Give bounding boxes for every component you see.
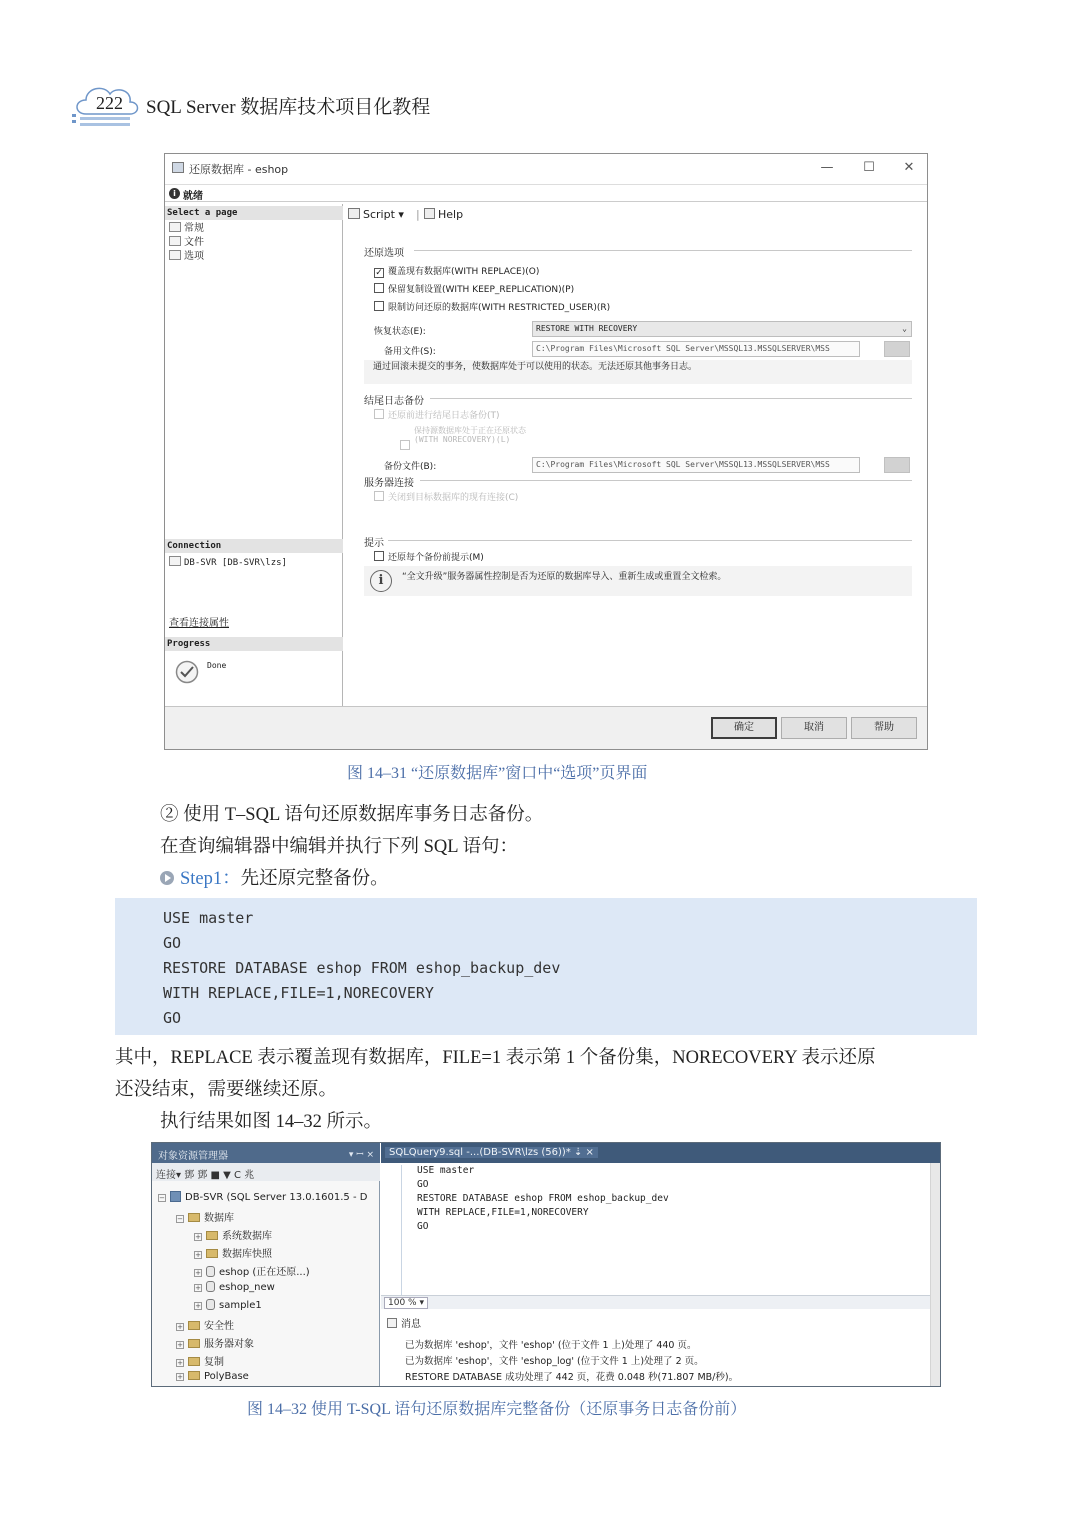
query-tab[interactable]: SQLQuery9.sql -...(DB-SVR\lzs (56))* ⇣ × xyxy=(385,1147,598,1158)
help-icon xyxy=(424,208,435,219)
prompt-before-restore-checkbox[interactable]: 还原每个备份前提示(M) xyxy=(374,550,484,563)
query-editor xyxy=(381,1143,941,1387)
options-pane xyxy=(344,204,928,706)
script-icon xyxy=(348,208,360,219)
tree-node-server-objects[interactable]: + 服务器对象 xyxy=(177,1339,254,1350)
page-icon xyxy=(169,250,181,260)
figure-14-32-caption: 图 14–32 使用 T-SQL 语句还原数据库完整备份（还原事务日志备份前） xyxy=(247,1401,747,1418)
checkbox-icon xyxy=(374,301,384,311)
connection-header: Connection xyxy=(165,539,343,553)
figure-14-31-caption: 图 14–31 “还原数据库”窗口中“选项”页界面 xyxy=(347,765,648,782)
database-icon xyxy=(206,1281,215,1292)
query-line[interactable]: USE master xyxy=(417,1165,475,1176)
view-connection-properties-link[interactable]: 查看连接属性 xyxy=(169,618,229,629)
paragraph-explanation-line2: 还没结束，需要继续还原。 xyxy=(115,1080,338,1100)
dialog-titlebar xyxy=(165,154,927,182)
restore-database-dialog xyxy=(164,153,928,750)
query-line[interactable]: GO xyxy=(417,1221,429,1232)
checkbox-icon xyxy=(374,551,384,561)
message-line: 已为数据库 'eshop'，文件 'eshop_log' (位于文件 1 上)处理了 2 页。 xyxy=(405,1356,704,1367)
sql-code-block xyxy=(115,898,977,1035)
close-connections-checkbox[interactable]: 关闭到目标数据库的现有连接(C) xyxy=(374,490,518,503)
backup-file-input[interactable]: C:\Program Files\Microsoft SQL Server\MSSQL13.MSSQLSERVER\MSS xyxy=(532,457,860,473)
message-line: RESTORE DATABASE 成功处理了 442 页，花费 0.048 秒(71.807 MB/秒)。 xyxy=(405,1372,739,1383)
restore-options-label: 还原选项 xyxy=(364,248,404,259)
database-icon xyxy=(206,1266,215,1277)
group-divider xyxy=(414,250,912,251)
collapse-icon[interactable]: − xyxy=(159,1194,165,1202)
dialog-button-bar xyxy=(165,706,927,750)
ssms-screenshot xyxy=(151,1142,941,1387)
query-line[interactable]: WITH REPLACE,FILE=1,NORECOVERY xyxy=(417,1207,589,1218)
group-divider xyxy=(388,540,912,541)
script-button[interactable]: Script ▾ xyxy=(348,208,404,221)
group-divider xyxy=(420,480,912,481)
step1-text: 先还原完整备份。 xyxy=(240,869,389,889)
step1-line xyxy=(160,864,389,890)
step1-label: Step1： xyxy=(180,869,241,889)
info-icon: i xyxy=(169,188,180,199)
message-line: 已为数据库 'eshop'，文件 'eshop' (位于文件 1 上)处理了 440 页。 xyxy=(405,1340,697,1351)
expand-icon[interactable]: + xyxy=(195,1269,201,1277)
code-line: GO xyxy=(163,1009,182,1027)
standby-browse-button[interactable] xyxy=(884,341,910,357)
paragraph-explanation-line1: 其中，REPLACE 表示覆盖现有数据库，FILE=1 表示第 1 个备份集，NORECOVERY 表示还原 xyxy=(115,1048,876,1068)
folder-icon xyxy=(188,1321,200,1330)
folder-icon xyxy=(188,1213,200,1222)
status-text: 就绪 xyxy=(183,191,203,202)
tree-node-polybase[interactable]: + PolyBase xyxy=(177,1371,249,1382)
expand-icon[interactable]: + xyxy=(195,1233,201,1241)
cancel-button[interactable]: 取消 xyxy=(781,717,847,739)
query-tab-strip xyxy=(381,1143,941,1163)
tail-log-label: 结尾日志备份 xyxy=(364,396,424,407)
page-number: 222 xyxy=(96,93,123,113)
server-connection-label: 服务器连接 xyxy=(364,478,414,489)
object-explorer xyxy=(152,1143,380,1387)
dialog-toolbar xyxy=(344,204,928,226)
folder-icon xyxy=(188,1371,200,1380)
tree-node-databases[interactable]: − 数据库 xyxy=(177,1213,234,1224)
status-bar xyxy=(165,184,927,202)
object-explorer-toolbar[interactable]: 连接▾ 鄧 鄧 ■ ▼ C 兆 xyxy=(152,1163,380,1181)
zoom-select[interactable]: 100 % ▾ xyxy=(384,1297,428,1309)
keep-replication-checkbox[interactable]: 保留复制设置(WITH KEEP_REPLICATION)(P) xyxy=(374,282,574,295)
checkbox-icon xyxy=(400,440,410,450)
query-line[interactable]: RESTORE DATABASE eshop FROM eshop_backup_dev xyxy=(417,1193,669,1204)
folder-icon xyxy=(188,1357,200,1366)
paragraph-result: 执行结果如图 14–32 所示。 xyxy=(160,1112,383,1132)
connection-value: DB-SVR [DB-SVR\lzs] xyxy=(169,556,287,570)
tree-node-replication[interactable]: + 复制 xyxy=(177,1357,224,1368)
folder-icon xyxy=(188,1339,200,1348)
tree-node-snapshots[interactable]: + 数据库快照 xyxy=(195,1249,272,1260)
database-restore-icon xyxy=(172,162,184,173)
help-dialog-button[interactable]: 帮助 xyxy=(851,717,917,739)
tree-node-eshop-new[interactable]: + eshop_new xyxy=(195,1282,275,1293)
close-button[interactable]: ✕ xyxy=(903,160,915,175)
tree-node-eshop[interactable]: + eshop (正在还原...) xyxy=(195,1267,310,1278)
book-title: SQL Server 数据库技术项目化教程 xyxy=(146,97,431,118)
tree-node-security[interactable]: + 安全性 xyxy=(177,1321,234,1332)
query-line[interactable]: GO xyxy=(417,1179,429,1190)
with-replace-checkbox[interactable]: ✓ 覆盖现有数据库(WITH REPLACE)(O) xyxy=(375,267,540,278)
play-circle-icon xyxy=(160,871,174,885)
code-line: WITH REPLACE,FILE=1,NORECOVERY xyxy=(163,984,434,1002)
backup-file-browse-button[interactable] xyxy=(884,457,910,473)
expand-icon[interactable]: + xyxy=(195,1284,201,1292)
checkbox-icon xyxy=(374,409,384,419)
progress-header: Progress xyxy=(165,637,343,651)
editor-status-strip xyxy=(381,1295,941,1309)
progress-value: Done xyxy=(207,661,227,670)
page-options[interactable]: 选项 xyxy=(169,250,204,263)
restricted-user-checkbox[interactable]: 限制访问还原的数据库(WITH RESTRICTED_USER)(R) xyxy=(374,300,610,313)
group-divider xyxy=(430,398,912,399)
checkbox-icon xyxy=(374,283,384,293)
toolbar-divider: | xyxy=(416,208,420,221)
help-button[interactable]: Help xyxy=(424,208,463,221)
panel-pin-icons[interactable]: ▾ ꟷ × xyxy=(348,1150,374,1160)
maximize-button[interactable]: ☐ xyxy=(863,160,875,175)
minimize-button[interactable]: — xyxy=(820,160,834,175)
folder-icon xyxy=(206,1249,218,1258)
vertical-scrollbar[interactable] xyxy=(930,1163,941,1387)
page-icon xyxy=(169,222,181,232)
recovery-state-label: 恢复状态(E): xyxy=(374,327,426,337)
fulltext-info-text: “全文升级”服务器属性控制是否为还原的数据库导入、重新生成或重置全文检索。 xyxy=(402,572,727,582)
paragraph-intro: 在查询编辑器中编辑并执行下列 SQL 语句： xyxy=(160,837,519,857)
editor-gutter xyxy=(401,1165,402,1295)
messages-icon xyxy=(387,1318,397,1328)
done-check-icon xyxy=(175,660,199,684)
messages-tab[interactable]: 消息 xyxy=(387,1315,421,1330)
tree-node-server[interactable]: − DB-SVR (SQL Server 13.0.1601.5 - D xyxy=(159,1192,368,1203)
tree-node-system-databases[interactable]: + 系统数据库 xyxy=(195,1231,272,1242)
paragraph-step-heading: ② 使用 T–SQL 语句还原数据库事务日志备份。 xyxy=(160,805,544,825)
info-icon: i xyxy=(370,570,392,592)
info-banner xyxy=(364,566,912,596)
server-icon xyxy=(170,1191,181,1202)
chevron-down-icon: ⌄ xyxy=(902,324,907,333)
ok-button[interactable]: 确定 xyxy=(711,717,777,739)
code-line: RESTORE DATABASE eshop FROM eshop_backup_dev xyxy=(163,959,561,977)
tree-node-sample1[interactable]: + sample1 xyxy=(195,1300,262,1311)
expand-icon[interactable]: + xyxy=(195,1302,201,1310)
server-icon xyxy=(169,556,181,566)
page-selector-pane xyxy=(165,204,343,706)
tail-log-backup-checkbox[interactable]: 还原前进行结尾日志备份(T) xyxy=(374,408,500,421)
prompt-label: 提示 xyxy=(364,538,384,549)
recovery-state-select[interactable]: RESTORE WITH RECOVERY ⌄ xyxy=(532,321,912,337)
recovery-note: 通过回滚未提交的事务，使数据库处于可以使用的状态。无法还原其他事务日志。 xyxy=(364,360,912,384)
expand-icon[interactable]: + xyxy=(177,1323,183,1331)
folder-icon xyxy=(206,1231,218,1240)
object-explorer-title: 对象资源管理器 ▾ ꟷ × xyxy=(152,1143,380,1163)
page-files[interactable]: 文件 xyxy=(169,236,204,249)
standby-file-input[interactable]: C:\Program Files\Microsoft SQL Server\MSSQL13.MSSQLSERVER\MSS xyxy=(532,341,860,357)
standby-file-label: 备用文件(S): xyxy=(384,347,436,357)
code-line: GO xyxy=(163,934,182,952)
expand-icon[interactable]: + xyxy=(177,1341,183,1349)
collapse-icon[interactable]: − xyxy=(177,1215,183,1223)
expand-icon[interactable]: + xyxy=(177,1359,183,1367)
expand-icon[interactable]: + xyxy=(177,1373,183,1381)
checkbox-checked-icon: ✓ xyxy=(375,268,383,278)
select-page-header: Select a page xyxy=(165,206,343,220)
checkbox-icon xyxy=(374,491,384,501)
leave-restoring-checkbox[interactable]: 保持源数据库处于正在还原状态 (WITH NORECOVERY)(L) xyxy=(400,426,526,450)
page-general[interactable]: 常规 xyxy=(169,222,204,235)
dialog-title: 还原数据库 - eshop xyxy=(189,163,289,176)
database-icon xyxy=(206,1299,215,1310)
code-line: USE master xyxy=(163,909,254,927)
backup-file-label: 备份文件(B): xyxy=(384,462,437,472)
expand-icon[interactable]: + xyxy=(195,1251,201,1259)
page-icon xyxy=(169,236,181,246)
